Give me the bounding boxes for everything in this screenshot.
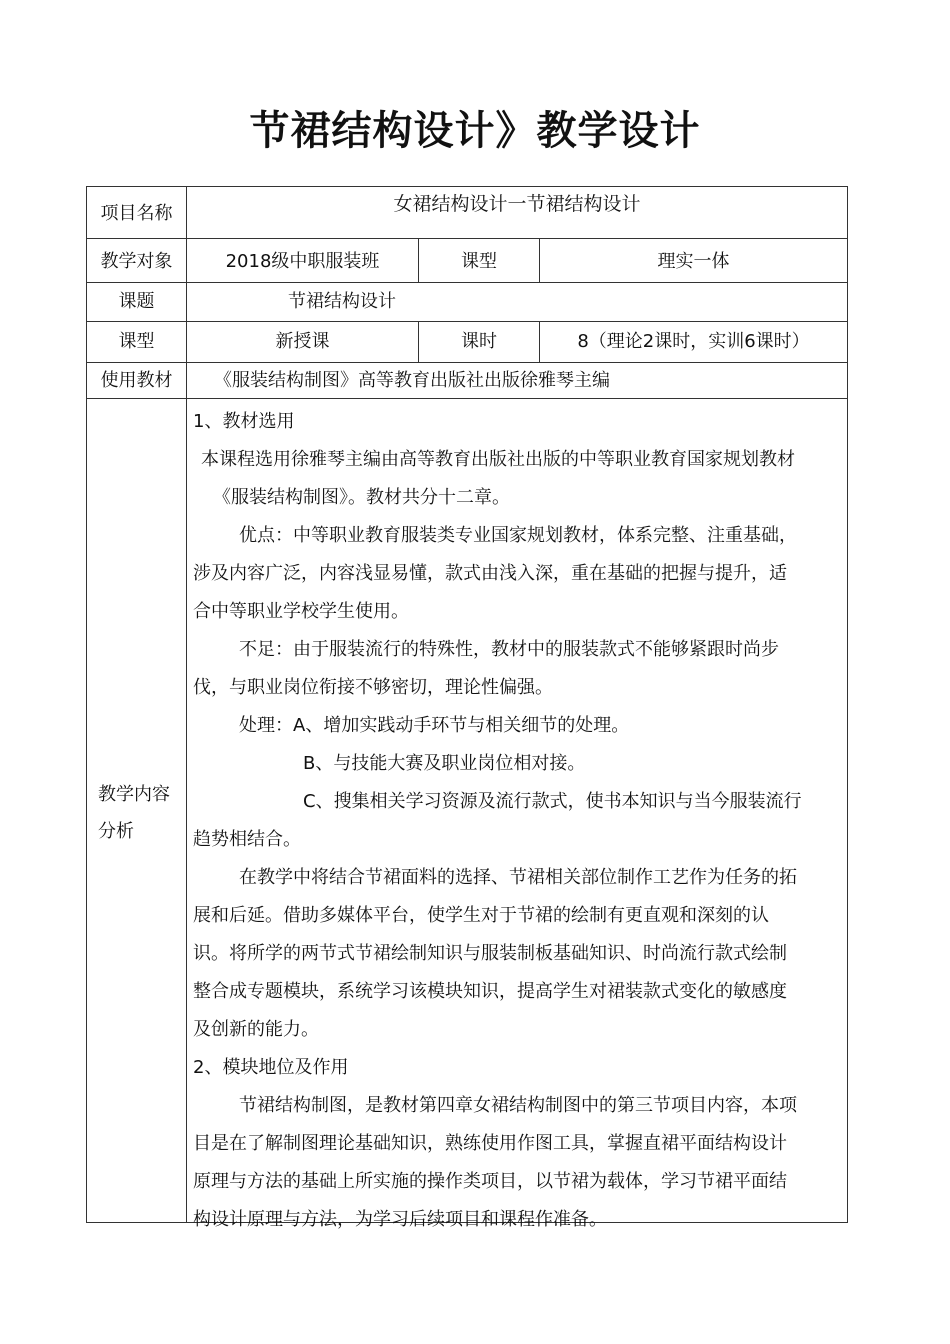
paragraph-line: 识。将所学的两节式节裙绘制知识与服装制板基础知识、时尚流行款式绘制 bbox=[193, 943, 787, 964]
paragraph-line: 伐，与职业岗位衔接不够密切，理论性偏强。 bbox=[193, 677, 553, 698]
paragraph-line: 本课程选用徐雅琴主编由高等教育出版社出版的中等职业教育国家规划教材 bbox=[201, 449, 795, 470]
paragraph-line: 《服装结构制图》。教材共分十二章。 bbox=[213, 487, 510, 508]
hours-label: 课时 bbox=[461, 331, 497, 352]
textbook-value: 《服装结构制图》高等教育出版社出版徐雅琴主编 bbox=[214, 370, 610, 391]
paragraph-line: 涉及内容广泛，内容浅显易懂，款式由浅入深，重在基础的把握与提升，适 bbox=[193, 563, 787, 584]
paragraph-line: 在教学中将结合节裙面料的选择、节裙相关部位制作工艺作为任务的拓 bbox=[239, 867, 797, 888]
paragraph-line: 不足：由于服装流行的特殊性，教材中的服装款式不能够紧跟时尚步 bbox=[239, 639, 779, 660]
paragraph-line: B、与技能大赛及职业岗位相对接。 bbox=[303, 753, 586, 774]
paragraph-line: 优点：中等职业教育服装类专业国家规划教材，体系完整、注重基础， bbox=[239, 525, 797, 546]
lesson-type-label: 课型 bbox=[118, 331, 155, 352]
hours-value: 8（理论2课时，实训6课时） bbox=[577, 331, 810, 352]
type-label: 课型 bbox=[461, 251, 497, 272]
project-name-value: 女裙结构设计一节裙结构设计 bbox=[393, 193, 641, 215]
paragraph-line: 处理：A、增加实践动手环节与相关细节的处理。 bbox=[239, 715, 630, 736]
project-name-label: 项目名称 bbox=[100, 203, 173, 224]
paragraph-line: C、搜集相关学习资源及流行款式，使书本知识与当今服装流行 bbox=[303, 791, 802, 812]
paragraph-line: 构设计原理与方法，为学习后续项目和课程作准备。 bbox=[193, 1209, 607, 1230]
lesson-type-value: 新授课 bbox=[275, 331, 330, 352]
section-heading: 1、教材选用 bbox=[193, 411, 295, 432]
audience-label: 教学对象 bbox=[100, 251, 173, 272]
type-value: 理实一体 bbox=[657, 251, 730, 272]
paragraph-line: 目是在了解制图理论基础知识，熟练使用作图工具，掌握直裙平面结构设计 bbox=[193, 1133, 787, 1154]
analysis-label-line1: 教学内容 bbox=[98, 784, 170, 805]
audience-value: 2018级中职服装班 bbox=[225, 251, 380, 272]
document-title: 节裙结构设计》教学设计 bbox=[249, 108, 701, 154]
paragraph-line: 趋势相结合。 bbox=[193, 829, 301, 850]
paragraph-line: 展和后延。借助多媒体平台，使学生对于节裙的绘制有更直观和深刻的认 bbox=[193, 905, 769, 926]
paragraph-line: 合中等职业学校学生使用。 bbox=[193, 601, 409, 622]
topic-label: 课题 bbox=[118, 291, 155, 312]
analysis-label-line2: 分析 bbox=[98, 821, 134, 842]
analysis-content bbox=[193, 403, 843, 1239]
paragraph-line: 及创新的能力。 bbox=[193, 1019, 319, 1040]
section-heading: 2、模块地位及作用 bbox=[193, 1057, 349, 1078]
paragraph-line: 整合成专题模块，系统学习该模块知识，提高学生对裙装款式变化的敏感度 bbox=[193, 981, 787, 1002]
paragraph-line: 节裙结构制图，是教材第四章女裙结构制图中的第三节项目内容，本项 bbox=[239, 1095, 797, 1116]
topic-value: 节裙结构设计 bbox=[288, 291, 396, 312]
paragraph-line: 原理与方法的基础上所实施的操作类项目，以节裙为载体，学习节裙平面结 bbox=[193, 1171, 787, 1192]
textbook-label: 使用教材 bbox=[100, 370, 173, 391]
